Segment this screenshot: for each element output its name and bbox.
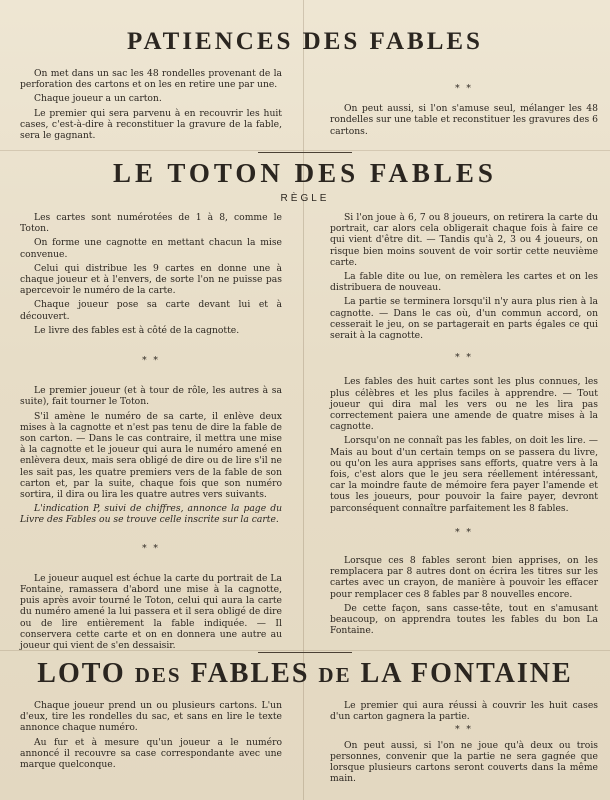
paragraph: Les fables des huit cartes sont les plus connues, les plus célèbres et les plus faciles à apprendre. — Tout joueur qui dira mal les vers ou ne les lira pas correctement paiera une amende de quatre mises à la cagnotte. — [330, 376, 598, 433]
paragraph: Lorsqu'on ne connaît pas les fables, on doit les lire. — Mais au bout d'un certain temps on se passera du livre, ou qu'on les aura apprises sans efforts, quatre vers à la fois, c'est alors que le jeu sera réellement intéressant, car la moindre faute de mémoire fera payer l'amende et tous les joueurs, pour pouvoir la faire payer, devront parconséquent connaître parfaitement les 8 fables. — [330, 435, 598, 514]
paragraph: Le joueur auquel est échue la carte du portrait de La Fontaine, ramassera d'abord une mise à la cagnotte, puis après avoir tourné le Toton, celui qui aura la carte du numéro amené la lui passera et il sera obligé de dire ou de lire entièrement la fable indiquée. — Il conservera cette carte et on en donnera une autre au joueur qui vient de s'en dessaisir. — [20, 572, 282, 652]
paragraph: Chaque joueur pose sa carte devant lui et à découvert. — [20, 299, 282, 322]
asterism: * * — [455, 353, 473, 364]
title-toton: LE TOTON DES FABLES — [113, 158, 497, 188]
paragraph: Chaque joueur a un carton. — [34, 93, 162, 105]
paragraph: De cette façon, sans casse-tête, tout en s'amusant beaucoup, on apprendra toutes les fables du bon La Fontaine. — [330, 602, 598, 637]
paragraph: Le livre des fables est à côté de la cagnotte. — [34, 324, 240, 336]
paragraph: Lorsque ces 8 fables seront bien apprises, on les remplacera par 8 autres dont on écrira les titres sur les cartes avec un crayon, de manière à pouvoir les effacer pour remplacer ces 8 fables par 8 nouvelles encore. — [330, 555, 598, 600]
title-loto — [0, 658, 610, 690]
divider — [258, 152, 352, 153]
paragraph: Celui qui distribue les 9 cartes en donne une à chaque joueur et à l'envers, de sorte l'on ne puisse pas apercevoir le numéro de la carte. — [20, 262, 282, 297]
paragraph-italic-note: L'indication P, suivi de chiffres, annonce la page du Livre des Fables ou se trouve celle inscrite sur la carte. — [20, 503, 282, 526]
paragraph: La fable dite ou lue, on remèlera les cartes et on les distribuera de nouveau. — [330, 271, 598, 294]
paragraph: On met dans un sac les 48 rondelles provenant de la perforation des cartons et on les en retire une par une. — [20, 68, 282, 91]
fold-line-horizontal — [0, 150, 610, 151]
paragraph: La partie se terminera lorsqu'il n'y aura plus rien à la cagnotte. — Dans le cas où, d'un commun accord, on cesserait le jeu, on se partagerait en parts égales ce qui serait à la cagnotte. — [330, 296, 598, 342]
patiences-left-column — [20, 68, 282, 144]
patiences-right-column — [330, 78, 598, 140]
paragraph: S'il amène le numéro de sa carte, il enlève deux mises à la cagnotte et n'est pas tenu de dire la fable de son carton. — Dans le cas contraire, il mettra une mise à la cagnotte et le joueur qui aura le numéro amené en enlèvera deux, mais sera obligé de dire ou de lire s'il ne les sait pas, les quatre premiers vers de la fable de son carton et, par la suite, chaque fois que son numéro sortira, il dira ou lira les quatre autres vers suivants. — [20, 410, 282, 501]
paragraph: On peut aussi, si l'on s'amuse seul, mélanger les 48 rondelles sur une table et reconstituer les gravures des 6 cartons. — [330, 103, 598, 137]
paragraph: Le premier qui sera parvenu à en recouvrir les huit cases, c'est-à-dire à reconstituer la gravure de la fable, sera le gagnant. — [20, 107, 282, 142]
asterism: * * — [455, 84, 473, 94]
subtitle-regle: RÈGLE — [280, 193, 330, 204]
paragraph: Le premier joueur (et à tour de rôle, les autres à sa suite), fait tourner le Toton. — [20, 385, 282, 408]
toton-right-column — [330, 212, 598, 640]
paragraph: On forme une cagnotte en mettant chacun la mise convenue. — [20, 237, 282, 260]
paragraph: Au fur et à mesure qu'un joueur a le numéro annoncé il recouvre sa case correspondante avec une marque quelconque. — [20, 736, 282, 771]
title-word: LA FONTAINE — [360, 658, 573, 689]
asterism: * * — [142, 543, 160, 554]
divider — [258, 652, 352, 653]
title-word: LOTO — [37, 658, 126, 689]
toton-left-column — [20, 212, 282, 654]
asterism: * * — [455, 527, 473, 538]
paragraph: Chaque joueur prend un ou plusieurs cartons. L'un d'eux, tire les rondelles du sac, et sans en lire le texte annonce chaque numéro. — [20, 700, 282, 734]
paragraph: Si l'on joue à 6, 7 ou 8 joueurs, on retirera la carte du portrait, car alors cela obligerait chaque fois à faire ce qui vient d'être dit. — Tandis qu'à 2, 3 ou 4 joueurs, on risque bien moins souvent de voir sortir cette neuvième carte. — [330, 212, 598, 268]
loto-right-column — [330, 700, 598, 787]
asterism: * * — [455, 725, 473, 736]
asterism: * * — [142, 356, 160, 367]
paragraph: Le premier qui aura réussi à couvrir les huit cases d'un carton gagnera la partie. — [330, 700, 598, 723]
title-word: DES — [134, 663, 182, 687]
loto-left-column — [20, 700, 282, 773]
title-word: DE — [318, 663, 352, 687]
title-word: FABLES — [190, 658, 310, 689]
title-patiences: PATIENCES DES FABLES — [127, 28, 483, 55]
paragraph: On peut aussi, si l'on ne joue qu'à deux ou trois personnes, convenir que la partie ne sera gagnée que lorsque plusieurs cartons seront couverts dans la même main. — [330, 739, 598, 785]
paragraph: Les cartes sont numérotées de 1 à 8, comme le Toton. — [20, 212, 282, 235]
